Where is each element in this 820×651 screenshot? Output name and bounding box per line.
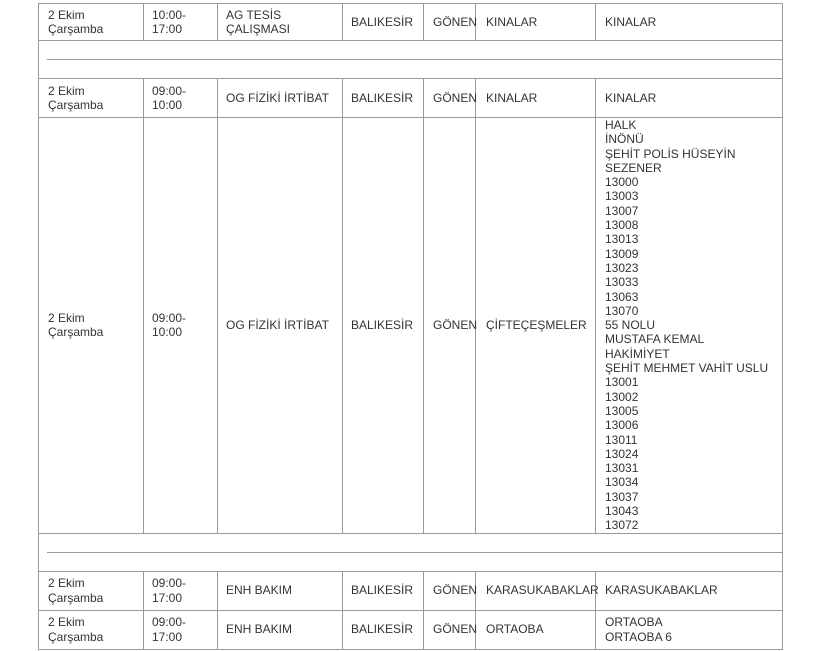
table-row <box>39 571 783 610</box>
table-row <box>39 610 783 649</box>
date-text: 2 Ekim <box>48 615 85 630</box>
date-text: 2 Ekim <box>48 576 85 591</box>
work-type-cell: OG FİZİKİ İRTİBAT <box>218 79 343 118</box>
street-item: 13009 <box>605 246 639 261</box>
province-cell: BALIKESİR <box>343 571 424 610</box>
street-item: 13005 <box>605 403 639 418</box>
date-text: 2 Ekim <box>48 7 85 22</box>
day-text: Çarşamba <box>48 22 104 36</box>
street-item: SEZENER <box>605 160 662 175</box>
date-text: 2 Ekim <box>48 311 85 325</box>
time-end: 17:00 <box>152 22 183 36</box>
table-row <box>39 4 783 41</box>
time-cell <box>144 4 218 41</box>
time-end: 10:00 <box>152 325 183 340</box>
work-type-line1: AG TESİS <box>226 7 282 22</box>
neighborhood-cell: KINALAR <box>476 79 596 118</box>
divider <box>47 59 783 60</box>
street-item: 55 NOLU <box>605 318 656 333</box>
date-cell <box>39 79 144 118</box>
time-cell <box>144 571 218 610</box>
neighborhood-cell: ÇİFTEÇEŞMELER <box>476 118 596 534</box>
date-cell <box>39 610 144 649</box>
street-item: 13007 <box>605 203 639 218</box>
time-end: 10:00 <box>152 98 183 112</box>
time-end: 17:00 <box>152 629 183 644</box>
street-item: MUSTAFA KEMAL <box>605 332 705 347</box>
time-start: 09:00- <box>152 615 187 630</box>
street-item: 13006 <box>605 418 639 433</box>
district-cell: GÖNEN <box>424 79 476 118</box>
street-item: 13043 <box>605 504 639 519</box>
street-item: 13003 <box>605 189 639 204</box>
date-cell <box>39 118 144 534</box>
streets-cell <box>596 79 783 118</box>
district-cell: GÖNEN <box>424 118 476 534</box>
streets-cell <box>596 118 783 534</box>
street-item: 13011 <box>605 432 638 447</box>
work-type-cell: ENH BAKIM <box>218 571 343 610</box>
street-item: 13072 <box>605 518 639 533</box>
date-text: 2 Ekim <box>48 83 85 98</box>
street-item: 13001 <box>605 375 639 390</box>
street-item: 13013 <box>605 232 639 247</box>
spacer-row <box>39 533 783 571</box>
street-item: ORTAOBA 6 <box>605 629 672 644</box>
work-type-cell: OG FİZİKİ İRTİBAT <box>218 118 343 534</box>
street-item: KARASUKABAKLAR <box>605 583 718 598</box>
divider <box>47 552 783 553</box>
street-item: HAKİMİYET <box>605 346 670 361</box>
time-cell <box>144 118 218 534</box>
province-cell: BALIKESİR <box>343 79 424 118</box>
table-row <box>39 79 783 118</box>
province-cell: BALIKESİR <box>343 610 424 649</box>
street-item: ŞEHİT POLİS HÜSEYİN <box>605 146 736 161</box>
time-cell <box>144 610 218 649</box>
street-item: ORTAOBA <box>605 615 663 630</box>
street-item: 13031 <box>605 461 639 476</box>
province-cell: BALIKESİR <box>343 4 424 41</box>
street-item: 13023 <box>605 260 639 275</box>
neighborhood-cell: KARASUKABAKLAR <box>476 571 596 610</box>
streets-cell <box>596 4 783 41</box>
work-type-cell <box>218 4 343 41</box>
street-item: 13063 <box>605 289 639 304</box>
street-item: 13024 <box>605 446 639 461</box>
street-item: 13000 <box>605 175 639 190</box>
district-cell: GÖNEN <box>424 4 476 41</box>
time-end: 17:00 <box>152 590 183 605</box>
street-item: 13033 <box>605 275 639 290</box>
neighborhood-cell: ORTAOBA <box>476 610 596 649</box>
work-type-line2: ÇALIŞMASI <box>226 22 291 36</box>
neighborhood-cell: KINALAR <box>476 4 596 41</box>
street-item: 13037 <box>605 489 639 504</box>
street-item: 13070 <box>605 303 639 318</box>
time-start: 10:00- <box>152 7 187 22</box>
date-cell <box>39 4 144 41</box>
district-cell: GÖNEN <box>424 571 476 610</box>
street-item: 13002 <box>605 389 639 404</box>
day-text: Çarşamba <box>48 98 104 112</box>
street-item: KINALAR <box>605 14 657 29</box>
table-row <box>39 118 783 534</box>
work-type-cell: ENH BAKIM <box>218 610 343 649</box>
streets-cell <box>596 571 783 610</box>
province-cell: BALIKESİR <box>343 118 424 534</box>
outage-schedule-table <box>38 3 783 650</box>
day-text: Çarşamba <box>48 325 104 340</box>
spacer-cell <box>39 41 783 79</box>
street-item: 13034 <box>605 475 639 490</box>
street-item: İNÖNÜ <box>605 132 644 147</box>
date-cell <box>39 571 144 610</box>
streets-cell <box>596 610 783 649</box>
time-start: 09:00- <box>152 576 187 591</box>
street-item: ŞEHİT MEHMET VAHİT USLU <box>605 361 769 376</box>
day-text: Çarşamba <box>48 629 104 644</box>
time-cell <box>144 79 218 118</box>
day-text: Çarşamba <box>48 590 104 605</box>
district-cell: GÖNEN <box>424 610 476 649</box>
time-start: 09:00- <box>152 83 187 98</box>
spacer-row <box>39 41 783 79</box>
street-item: HALK <box>605 118 637 132</box>
street-item: 13008 <box>605 218 639 233</box>
time-start: 09:00- <box>152 311 187 325</box>
street-item: KINALAR <box>605 90 657 105</box>
spacer-cell <box>39 533 783 571</box>
